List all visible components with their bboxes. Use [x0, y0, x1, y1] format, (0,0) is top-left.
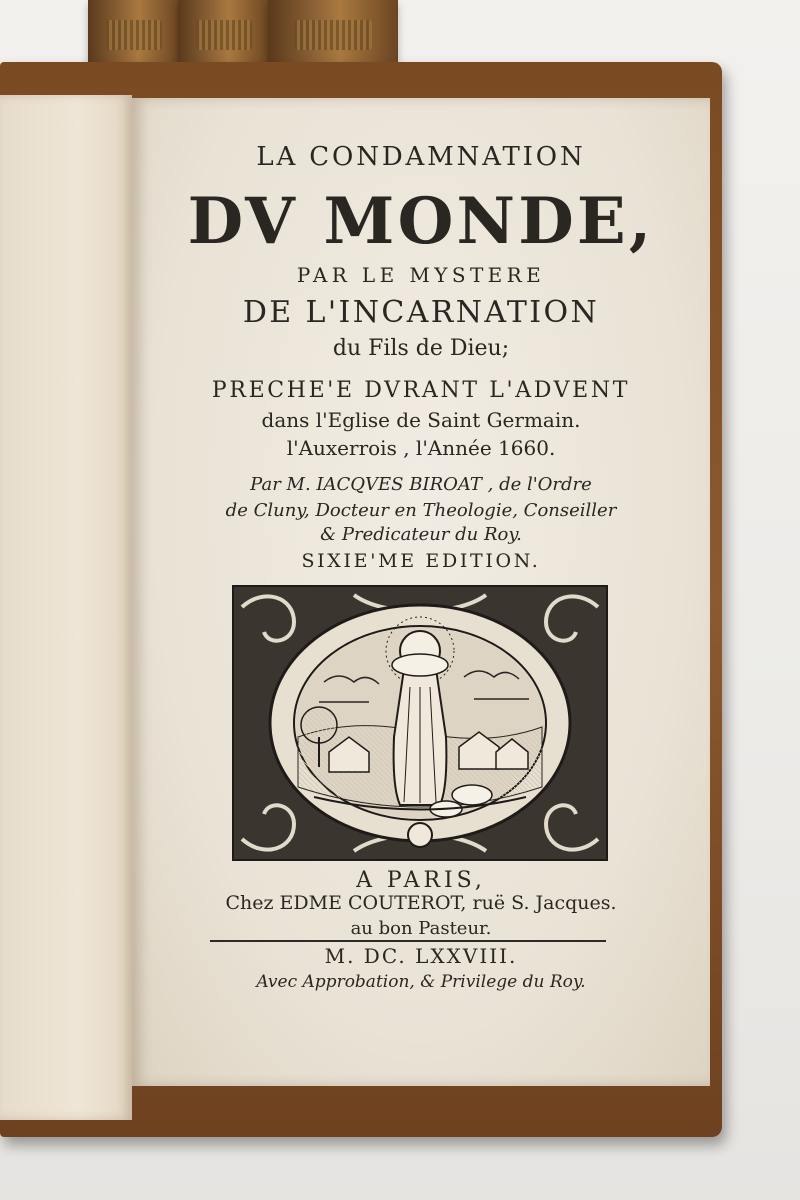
divider-rule	[210, 940, 606, 942]
woodcut-good-shepherd	[232, 585, 608, 861]
title-line-5: du Fils de Dieu;	[332, 336, 510, 361]
title-line-8: l'Auxerrois , l'Année 1660.	[286, 436, 556, 460]
title-line-6: PRECHE'E DVRANT L'ADVENT	[211, 378, 631, 403]
title-line-3: PAR LE MYSTERE	[296, 263, 546, 287]
imprint-line-3: au bon Pasteur.	[350, 918, 492, 939]
title-line-2: DV MONDE,	[187, 184, 655, 259]
privilege-line: Avec Approbation, & Privilege du Roy.	[256, 972, 586, 992]
author-line-2: de Cluny, Docteur en Theologie, Conseiller	[225, 500, 617, 521]
author-line-1: Par M. IACQVES BIROAT , de l'Ordre	[250, 474, 592, 495]
edition-line: SIXIE'ME EDITION.	[301, 550, 541, 572]
title-line-1: LA CONDAMNATION	[256, 142, 586, 172]
pastedown-page	[0, 95, 132, 1120]
imprint-line-2: Chez EDME COUTEROT, ruë S. Jacques.	[225, 892, 617, 914]
title-line-7: dans l'Eglise de Saint Germain.	[261, 408, 581, 432]
date-line: M. DC. LXXVIII.	[324, 944, 518, 968]
title-page	[132, 98, 710, 1086]
author-line-3: & Predicateur du Roy.	[320, 524, 522, 545]
imprint-line-1: A PARIS,	[356, 868, 486, 893]
title-line-4: DE L'INCARNATION	[242, 295, 600, 330]
